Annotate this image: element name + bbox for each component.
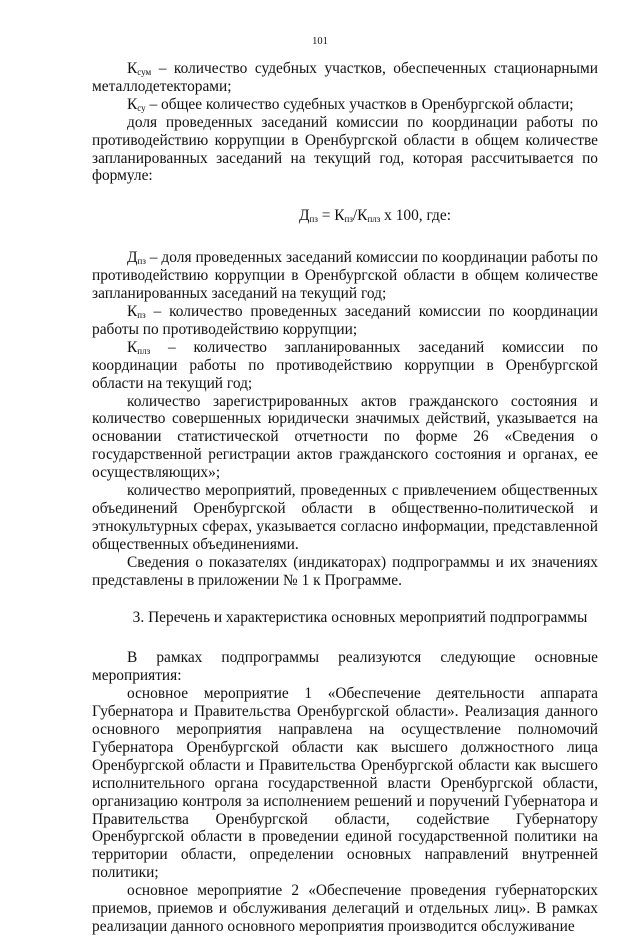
symbol-subscript: пз <box>137 256 146 267</box>
symbol-subscript: плз <box>137 345 151 356</box>
symbol-subscript: пз <box>137 309 146 320</box>
symbol-subscript: сум <box>137 67 152 77</box>
definition-text: – доля проведенных заседаний комиссии по координации работы по противодействию коррупции в Оренбургской области в общем количестве запланированных заседаний на текущий год; <box>92 249 598 303</box>
section-heading: 3. Перечень и характеристика основных мероприятий подпрограммы <box>132 609 588 627</box>
symbol: К <box>127 338 138 356</box>
formula-subscript: пз <box>309 214 318 225</box>
definition-text: – общее количество судебных участков в Оренбургской области; <box>145 95 574 113</box>
paragraph-measure-1: основное мероприятие 1 «Обеспечение деятельности аппарата Губернатора и Правительства Оренбургской области». Реализация данного основного мероприятия направлена на осуществление полномочий Губернатора Оренбургской области как высшего должностного лица Оренбургской области и Правительства Оренбургской области как высшего исполнительного органа государственной власти Оренбургской области, организацию контроля за исполнением решений и поручений Губернатора и Правительства Оренбургской области, содействие Губернатору Оренбургской области в проведении единой государственной политики на территории области, определении основных направлений внутренней политики; <box>92 685 598 882</box>
formula-rest: х 100, где: <box>380 207 451 225</box>
page-number: 101 <box>312 36 328 47</box>
paragraph-kpz-definition <box>92 303 598 339</box>
paragraph-public-events: количество мероприятий, проведенных с привлечением общественных объединений Оренбургской области в общественно-политической и этнокультурных сферах, указывается согласно информации, представленной общественных объединениями. <box>92 482 598 553</box>
symbol: К <box>127 95 138 113</box>
definition-text: – количество судебных участков, обеспеченных стационарными металлодетекторами; <box>92 60 598 95</box>
paragraph-indicators-info: Сведения о показателях (индикаторах) подпрограммы и их значениях представлены в приложении № 1 к Программе. <box>92 553 598 589</box>
symbol: К <box>127 302 138 320</box>
paragraph-measure-2: основное мероприятие 2 «Обеспечение проведения губернаторских приемов, приемов и обслуживания делегаций и отдельных лиц». В рамках реализации данного основного мероприятия производится обслуживание <box>92 882 598 935</box>
definition-text: – количество проведенных заседаний комиссии по координации работы по противодействию коррупции; <box>92 302 598 338</box>
paragraph-ksum-definition <box>92 60 598 96</box>
paragraph-measures-intro: В рамках подпрограммы реализуются следующие основные мероприятия: <box>92 649 598 685</box>
paragraph-civil-acts: количество зарегистрированных актов гражданского состояния и количество совершенных юридически значимых действий, указывается на основании статистической отчетности по форме 26 «Сведения о государственной регистрации актов гражданского состояния и органах, ее осуществляющих»; <box>92 392 598 482</box>
symbol-subscript: су <box>137 102 146 113</box>
symbol: К <box>127 60 138 77</box>
document-body <box>92 60 598 936</box>
formula-subscript: плз <box>367 214 381 225</box>
paragraph-meetings-share: доля проведенных заседаний комиссии по координации работы по противодействию коррупции в Оренбургской области в общем количестве запланированных заседаний на текущий год, которая рассчитывается по формуле: <box>92 113 598 185</box>
paragraph-dpz-definition <box>92 249 598 303</box>
formula-subscript: пз <box>344 214 353 225</box>
paragraph-ksu-definition <box>92 96 598 114</box>
formula-divide: /К <box>352 207 368 225</box>
formula-equals: = К <box>317 207 345 225</box>
symbol: Д <box>127 249 138 267</box>
paragraph-kplz-definition <box>92 339 598 393</box>
definition-text: – количество запланированных заседаний комиссии по координации работы по противодействию коррупции в Оренбургской области на текущий год; <box>92 338 598 392</box>
formula-symbol-d: Д <box>299 207 310 225</box>
formula <box>92 207 598 225</box>
